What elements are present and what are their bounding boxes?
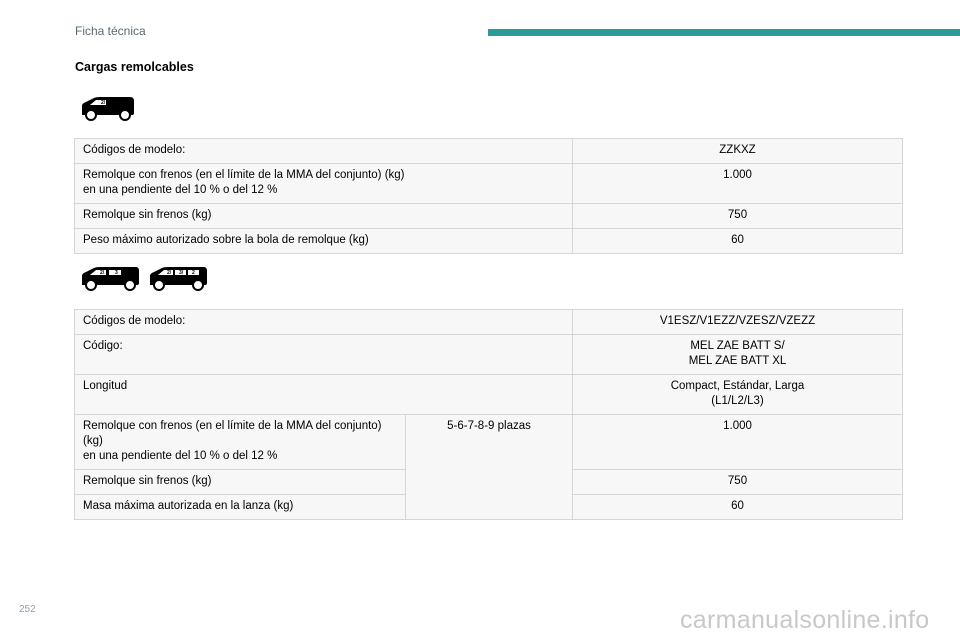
- svg-text:2/: 2/: [167, 270, 172, 276]
- row-value-line: (L1/L2/L3): [711, 395, 764, 407]
- table-row: [75, 415, 903, 470]
- row-label-line: en una pendiente del 10 % o del 12 %: [83, 184, 278, 196]
- row-value: 750: [573, 204, 903, 229]
- spec-table-2: [74, 309, 903, 520]
- row-value: 1.000: [573, 415, 903, 470]
- row-label: Códigos de modelo:: [75, 310, 573, 335]
- row-value: ZZKXZ: [573, 139, 903, 164]
- row-value: 750: [573, 470, 903, 495]
- table-row: [75, 204, 903, 229]
- svg-text:2: 2: [192, 270, 195, 276]
- row-label-line: en una pendiente del 10 % o del 12 %: [83, 450, 278, 462]
- row-value-line: Compact, Estándar, Larga: [670, 380, 805, 392]
- row-label: Código:: [75, 335, 573, 375]
- watermark: carmanualsonline.info: [680, 606, 930, 634]
- section-header-bar: [488, 29, 960, 36]
- row-label: Peso máximo autorizado sobre la bola de remolque (kg): [75, 229, 573, 254]
- row-label-line: Remolque con frenos (en el límite de la MMA del conjunto): [83, 420, 382, 432]
- page-number: 252: [19, 604, 36, 615]
- section-header-label: Ficha técnica: [75, 24, 146, 38]
- row-value: 60: [573, 495, 903, 520]
- row-value: [573, 375, 903, 415]
- row-value-line: MEL ZAE BATT XL: [688, 355, 787, 367]
- row-label: Longitud: [75, 375, 573, 415]
- svg-text:3/: 3/: [179, 270, 184, 276]
- row-label-line: (kg): [83, 435, 103, 447]
- van-4-door-icon: [78, 264, 142, 292]
- table-row: [75, 229, 903, 254]
- table-row: [75, 164, 903, 204]
- table-row: [75, 310, 903, 335]
- van-6-door-icon: [146, 264, 210, 292]
- van-2-door-icon: [78, 94, 138, 122]
- row-label: Masa máxima autorizada en la lanza (kg): [75, 495, 406, 520]
- seats-cell: 5-6-7-8-9 plazas: [406, 415, 573, 520]
- row-label: [75, 415, 406, 470]
- row-value: V1ESZ/V1EZZ/VZESZ/VZEZZ: [573, 310, 903, 335]
- row-label: Remolque sin frenos (kg): [75, 204, 573, 229]
- page-title: Cargas remolcables: [75, 60, 194, 74]
- row-label-line: Remolque con frenos (en el límite de la MMA del conjunto) (kg): [83, 169, 405, 181]
- row-label: Remolque sin frenos (kg): [75, 470, 406, 495]
- row-label: [75, 164, 573, 204]
- row-label: Códigos de modelo:: [75, 139, 573, 164]
- svg-text:2/: 2/: [101, 100, 106, 106]
- row-value: 60: [573, 229, 903, 254]
- table-row: [75, 335, 903, 375]
- spec-table-1: [74, 138, 903, 254]
- table-row: [75, 375, 903, 415]
- svg-text:3: 3: [115, 270, 118, 276]
- row-value: 1.000: [573, 164, 903, 204]
- row-value-line: MEL ZAE BATT S/: [690, 340, 785, 352]
- row-value: [573, 335, 903, 375]
- table-row: [75, 139, 903, 164]
- svg-text:2/: 2/: [100, 270, 105, 276]
